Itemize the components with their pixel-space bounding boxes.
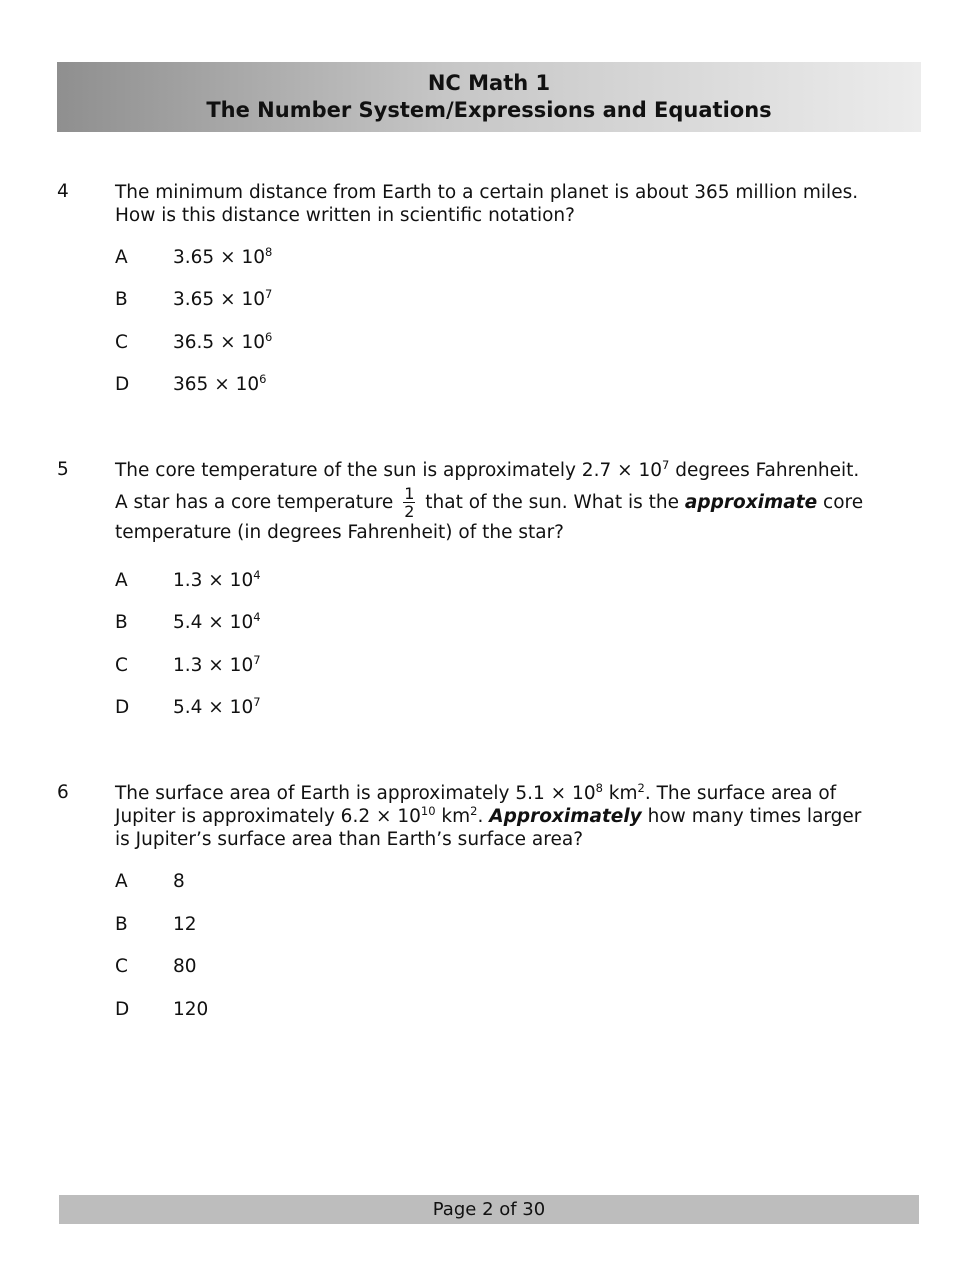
stem-line: How is this distance written in scientific notation? (115, 205, 575, 226)
stem-text: how many times larger (647, 806, 862, 827)
stem-line: The minimum distance from Earth to a certain planet is about 365 million miles. (115, 182, 859, 203)
question-number: 6 (57, 782, 69, 803)
stem-exponent: 2 (637, 781, 645, 795)
choice-letter: B (115, 289, 128, 310)
choice-text: 80 (173, 956, 197, 977)
question-number: 5 (57, 459, 69, 480)
choice-letter: A (115, 570, 128, 591)
stem-text: degrees Fahrenheit. (669, 460, 860, 481)
choice-letter: D (115, 999, 130, 1020)
fraction-numerator: 1 (404, 483, 415, 503)
choice-exponent: 7 (253, 695, 261, 709)
choice-c[interactable] (115, 331, 815, 355)
question-stem (115, 181, 915, 227)
choice-exponent: 8 (265, 245, 273, 259)
choice-exponent: 4 (253, 610, 261, 624)
choice-text (173, 696, 261, 720)
choice-c[interactable] (115, 955, 815, 979)
fraction (403, 485, 415, 520)
choice-letter: D (115, 697, 130, 718)
fraction-denominator: 2 (404, 501, 415, 521)
choice-text (173, 331, 272, 355)
stem-text: . (477, 806, 484, 827)
choice-a[interactable] (115, 870, 815, 894)
choice-mantissa: 5.4 × 10 (173, 697, 254, 718)
stem-exponent: 7 (662, 458, 670, 472)
choice-mantissa: 1.3 × 10 (173, 570, 254, 591)
choice-a[interactable] (115, 569, 815, 593)
stem-line (115, 459, 915, 482)
choice-letter: C (115, 332, 128, 353)
choice-letter: C (115, 956, 128, 977)
choice-letter: A (115, 247, 128, 268)
choice-b[interactable] (115, 611, 815, 635)
choice-c[interactable] (115, 654, 815, 678)
stem-line (115, 805, 915, 828)
stem-text: Jupiter is approximately 6.2 × 10 (115, 806, 421, 827)
choice-exponent: 7 (253, 653, 261, 667)
emphasis-text: Approximately (489, 806, 642, 827)
stem-exponent: 2 (470, 804, 478, 818)
emphasis-text: approximate (684, 492, 818, 513)
choice-d[interactable] (115, 696, 815, 720)
choice-text: 12 (173, 914, 197, 935)
question-stem (115, 459, 915, 544)
choice-mantissa: 3.65 × 10 (173, 289, 265, 310)
choice-mantissa: 36.5 × 10 (173, 332, 265, 353)
choice-text (173, 569, 261, 593)
choice-text (173, 288, 272, 312)
choice-exponent: 6 (259, 372, 267, 386)
question-number: 4 (57, 181, 69, 202)
stem-exponent: 10 (420, 804, 436, 818)
choice-letter: B (115, 914, 128, 935)
page-number: Page 2 of 30 (432, 1199, 546, 1220)
choice-exponent: 4 (253, 568, 261, 582)
stem-text: The core temperature of the sun is approximately 2.7 × 10 (115, 460, 663, 481)
choice-d[interactable] (115, 998, 815, 1022)
page-header (57, 62, 921, 132)
choice-b[interactable] (115, 913, 815, 937)
stem-text: that of the sun. What is the (425, 492, 680, 513)
choice-d[interactable] (115, 373, 815, 397)
stem-text: km (435, 806, 471, 827)
choice-letter: B (115, 612, 128, 633)
choice-text: 120 (173, 999, 209, 1020)
choice-exponent: 7 (265, 287, 273, 301)
stem-line (115, 782, 915, 805)
choice-letter: D (115, 374, 130, 395)
stem-exponent: 8 (595, 781, 603, 795)
question-stem (115, 782, 915, 851)
stem-line: is Jupiter’s surface area than Earth’s surface area? (115, 829, 584, 850)
stem-text: A star has a core temperature (115, 492, 394, 513)
choice-mantissa: 365 × 10 (173, 374, 260, 395)
stem-text: core (823, 492, 864, 513)
choice-text (173, 373, 266, 397)
choice-mantissa: 3.65 × 10 (173, 247, 265, 268)
choice-exponent: 6 (265, 330, 273, 344)
stem-text: The surface area of Earth is approximately 5.1 × 10 (115, 783, 596, 804)
choice-text (173, 246, 272, 270)
unit-title: The Number System/Expressions and Equations (206, 98, 772, 122)
choice-b[interactable] (115, 288, 815, 312)
stem-text: km (602, 783, 638, 804)
choice-mantissa: 5.4 × 10 (173, 612, 254, 633)
stem-text: . The surface area of (644, 783, 837, 804)
choice-letter: A (115, 871, 128, 892)
choice-a[interactable] (115, 246, 815, 270)
stem-line: temperature (in degrees Fahrenheit) of the star? (115, 522, 564, 543)
page-footer (59, 1195, 919, 1224)
stem-line (115, 481, 915, 525)
choice-text (173, 611, 261, 635)
choice-text: 8 (173, 871, 185, 892)
course-title: NC Math 1 (427, 71, 551, 95)
choice-letter: C (115, 655, 128, 676)
choice-text (173, 654, 261, 678)
choice-mantissa: 1.3 × 10 (173, 655, 254, 676)
